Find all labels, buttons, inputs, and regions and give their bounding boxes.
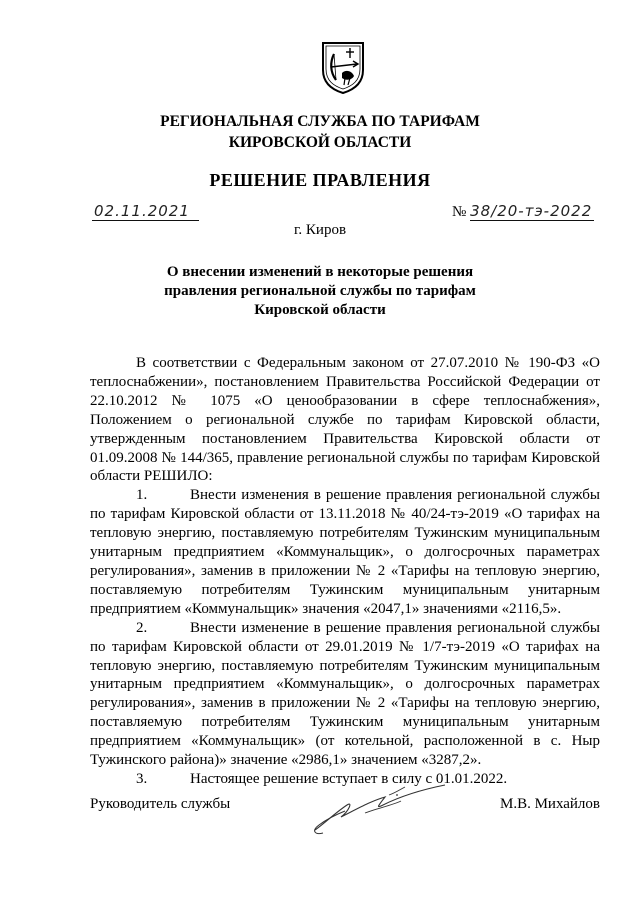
signatory-position: Руководитель службы (90, 796, 231, 812)
preamble-paragraph: В соответствии с Федеральным законом от 27.07.2010 № 190-ФЗ «О теплоснабжении», постановлением Правительства Российской Федерации от 22.10.2012 № 1075 «О ценообразовании в сфере теплоснабжения», Положением о региональной службе по тарифам Кировской области, утвержденным постановлением Правительства Кировской области от 01.09.2008 № 144/365, правление региональной службы по тарифам Кировской области РЕШИЛО: (90, 355, 600, 485)
coat-of-arms-icon (320, 40, 366, 94)
decision-number-block (452, 202, 600, 221)
list-item-text: Внести изменения в решение правления региональной службы по тарифам Кировской области от 13.11.2018 № 40/24-тэ-2019 «О тарифах на тепловую энергию, поставляемую потребителям Тужинским муниципальным унитарным предприятием «Коммунальщик», о долгосрочных параметрах регулирования», заменив в приложении № 2 «Тарифы на тепловую энергию, поставляемую потребителям Тужинским муниципальным унитарным предприятием «Коммунальщик» значения «2047,1» значениями «2116,5». (90, 487, 600, 617)
signature-icon (305, 775, 455, 845)
organization-name-line2: КИРОВСКОЙ ОБЛАСТИ (228, 134, 412, 151)
document-body (90, 354, 600, 789)
list-item-2 (90, 619, 600, 770)
decision-number: 38/20-тэ-2022 (470, 202, 593, 220)
number-sign: № (452, 204, 467, 220)
city: г. Киров (293, 222, 347, 238)
list-item-number: 1. (136, 487, 148, 504)
subject-line2: правления региональной службы по тарифам (164, 283, 476, 299)
list-item-number: 2. (136, 619, 148, 636)
decision-date: 02.11.2021 (92, 202, 199, 221)
list-item-number: 3. (136, 770, 148, 787)
organization-name-line1: РЕГИОНАЛЬНАЯ СЛУЖБА ПО ТАРИФАМ (160, 113, 480, 130)
signatory-name: М.В. Михайлов (499, 796, 600, 812)
document-type-title: РЕШЕНИЕ ПРАВЛЕНИЯ (209, 170, 431, 190)
list-item-text: Настоящее решение вступает в силу с 01.01.2022. (190, 770, 508, 787)
subject-line3: Кировской области (254, 302, 386, 318)
list-item-1 (90, 486, 600, 618)
list-item-text: Внести изменение в решение правления региональной службы по тарифам Кировской области от 29.01.2019 № 1/7-тэ-2019 «О тарифах на тепловую энергию, поставляемую потребителям Тужинским муниципальным унитарным предприятием «Коммунальщик», о долгосрочных параметрах регулирования», заменив в приложении № 2 «Тарифы на тепловую энергию, поставляемую потребителям Тужинским муниципальным унитарным предприятием «Коммунальщик» (от котельной, расположенной в с. Ныр Тужинского района)» значение «2986,1» значением «3287,2». (90, 619, 600, 769)
subject-line1: О внесении изменений в некоторые решения (166, 264, 474, 280)
